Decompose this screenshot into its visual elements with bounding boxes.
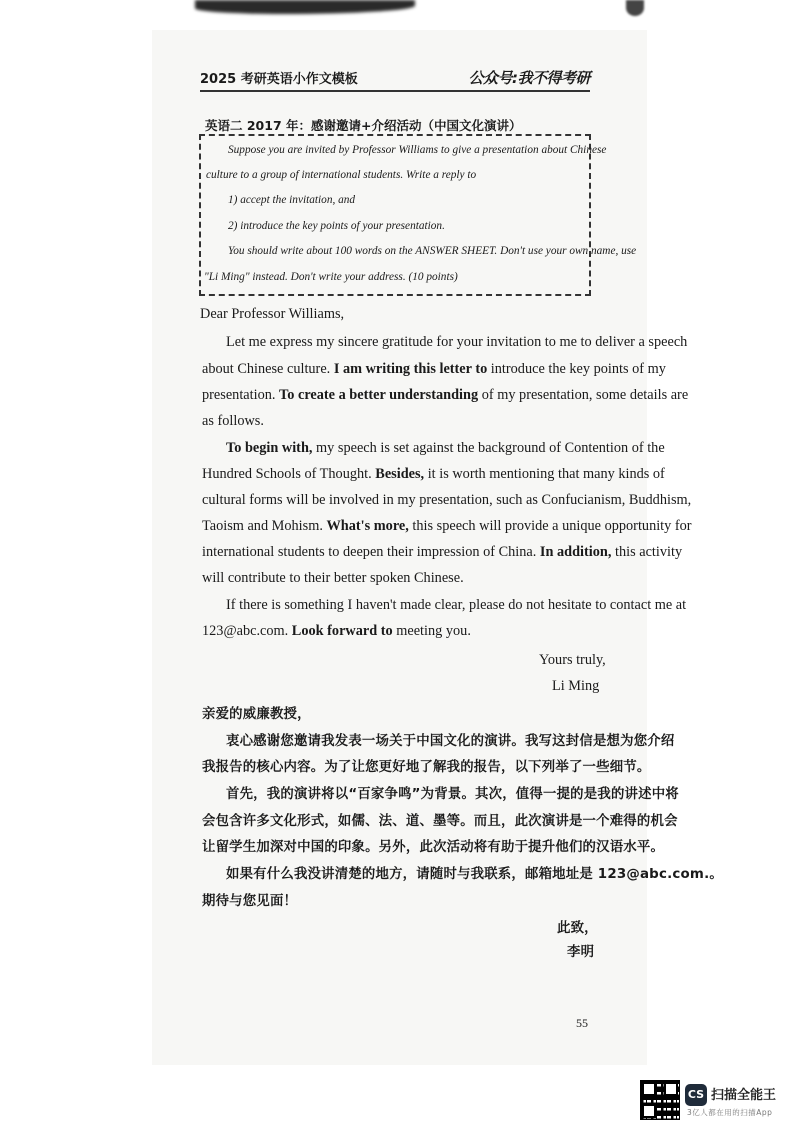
translation-closing: 此致， [557,921,598,936]
translation-salutation: 亲爱的威廉教授， [202,707,311,722]
translation-line: 如果有什么我没讲清楚的地方，请随时与我联系，邮箱地址是 123@abc.com.。 [226,867,723,882]
letter-line: Taoism and Mohism. What's more, this speech will provide a unique opportunity for [202,518,692,534]
letter-line: 123@abc.com. Look forward to meeting you. [202,623,471,639]
camscanner-logo-icon: CS [685,1084,707,1106]
prompt-line: 1) accept the invitation, and [228,194,356,206]
prompt-line: "Li Ming" instead. Don't write your address. (10 points) [204,271,458,283]
letter-line: Let me express my sincere gratitude for your invitation to me to deliver a speech [226,334,688,350]
writing-prompt-box [199,134,637,296]
scan-shadow [195,0,415,14]
key-phrase: What's more, [326,518,409,534]
letter-line: presentation. To create a better understanding of my presentation, some details are [202,387,689,403]
scan-shadow-right [626,0,644,16]
key-phrase: Besides, [375,466,425,482]
translation-line: 会包含许多文化形式，如儒、法、道、墨等。而且，此次演讲是一个难得的机会 [202,814,678,829]
key-phrase: To create a better understanding [279,387,479,403]
translation-line: 首先，我的演讲将以“百家争鸣”为背景。其次，值得一提的是我的讲述中将 [226,787,679,802]
letter-line: Hundred Schools of Thought. Besides, it is worth mentioning that many kinds of [202,466,665,482]
prompt-line: You should write about 100 words on the ANSWER SHEET. Don't use your own name, use [228,245,637,257]
letter-line: To begin with, my speech is set against the background of Contention of the [226,440,665,456]
page-number: 55 [576,1016,588,1030]
running-header [200,64,590,92]
translation-line: 让留学生加深对中国的印象。另外，此次活动将有助于提升他们的汉语水平。 [202,840,665,855]
translation-signature: 李明 [567,945,595,960]
letter-line: as follows. [202,413,264,429]
camscanner-tagline: 3亿人都在用的扫描App [687,1108,773,1117]
translation-line: 我报告的核心内容。为了让您更好地了解我的报告，以下列举了一些细节。 [202,760,651,775]
section-title: 英语二 2017 年：感谢邀请+介绍活动（中国文化演讲） [205,118,522,133]
translation-line: 期待与您见面！ [202,894,298,909]
camscanner-watermark [640,1080,800,1120]
letter-salutation: Dear Professor Williams, [200,306,345,322]
letter-line: international students to deepen their impression of China. In addition, this activity [202,544,683,560]
letter-line: cultural forms will be involved in my presentation, such as Confucianism, Buddhism, [202,492,692,508]
qr-code-icon [640,1080,680,1120]
key-phrase: In addition, [539,544,612,560]
prompt-line: culture to a group of international students. Write a reply to [206,169,477,181]
header-account-name: 公众号:我不得考研 [468,69,590,87]
camscanner-app-name: 扫描全能王 [711,1088,777,1103]
prompt-line: 2) introduce the key points of your presentation. [228,220,445,232]
header-book-title: 2025 考研英语小作文模板 [200,72,358,87]
translation-line: 衷心感谢您邀请我发表一场关于中国文化的演讲。我写这封信是想为您介绍 [226,734,675,749]
letter-line: If there is something I haven't made clear, please do not hesitate to contact me at [226,597,687,613]
key-phrase: To begin with, [226,440,313,456]
letter-line: will contribute to their better spoken Chinese. [202,570,464,586]
letter-closing: Yours truly, [539,652,606,668]
prompt-line: Suppose you are invited by Professor Williams to give a presentation about Chinese [228,144,607,156]
key-phrase: I am writing this letter to [333,361,488,377]
letter-signature: Li Ming [552,678,600,694]
key-phrase: Look forward to [291,623,393,639]
letter-line: about Chinese culture. I am writing this letter to introduce the key points of my [202,361,666,377]
